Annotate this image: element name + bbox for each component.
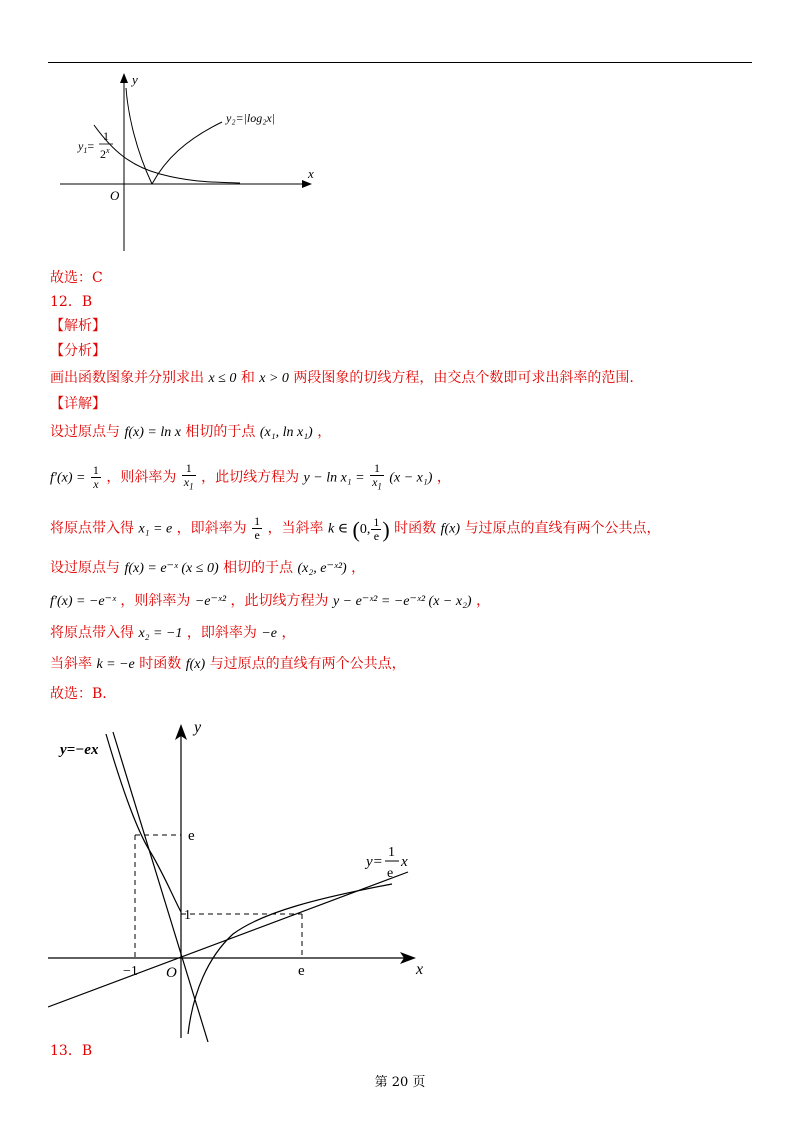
math: f′(x) =: [50, 470, 86, 486]
q12-heading: 12．B: [50, 294, 93, 310]
text: ，即斜率为: [176, 520, 247, 537]
fig1-x-label: x: [308, 166, 314, 181]
fig2-line2-suffix: x: [401, 854, 408, 870]
fig1-curve-y1: [94, 125, 240, 183]
fig2-y-label: y: [194, 719, 202, 736]
q12-fenxi-text: [50, 367, 634, 390]
math: (x₂, e⁻ˣ²): [297, 561, 347, 576]
fig1-curve1-label: $y_1=$: [78, 139, 95, 155]
text: ，此切线方程为: [201, 469, 300, 486]
q12-fenxi: 【分析】: [50, 343, 106, 359]
q12-answer: 故选：B.: [50, 686, 107, 702]
math: k ∈: [328, 521, 349, 537]
fig2-x-label: x: [416, 961, 424, 978]
text: ，即斜率为: [186, 625, 257, 641]
text: ，: [436, 469, 451, 486]
text: 和: [240, 370, 255, 386]
text: 时函数: [394, 520, 437, 537]
fig2-curve-ln: [188, 884, 392, 1034]
math: (x₁, ln x₁): [259, 425, 313, 440]
q12-line-5: [50, 590, 490, 613]
fig2-line2-num: 1: [388, 845, 395, 860]
fig1-x-arrow: [302, 180, 312, 188]
math: f′(x) = −e⁻ˣ: [50, 594, 116, 609]
text: 画出函数图象并分别求出: [50, 370, 204, 386]
text: ，此切线方程为: [230, 593, 329, 609]
text: ，: [476, 593, 491, 609]
fig2-tick-e-x: e: [298, 963, 305, 979]
math: f(x): [440, 521, 461, 537]
math: f(x): [185, 657, 206, 672]
text: 将原点带入得: [50, 520, 134, 537]
text: 当斜率: [50, 656, 92, 672]
math: (x − x₁): [389, 470, 433, 486]
text: 设过原点与: [50, 560, 120, 576]
fraction-1-over-x: $\frac{1}{x}$: [92, 463, 99, 492]
fig2-line2-prefix: y=: [366, 854, 383, 870]
text: 两段图象的切线方程，由交点个数即可求出斜率的范围.: [293, 370, 634, 386]
text: 时函数: [139, 656, 182, 672]
math: f(x) = e⁻ˣ (x ≤ 0): [124, 561, 219, 576]
text: 与过原点的直线有两个公共点，: [209, 656, 406, 672]
q13-heading: 13．B: [50, 1043, 93, 1059]
fig1-y-label: y: [132, 72, 138, 87]
text: 设过原点与: [50, 424, 120, 440]
text: ，: [317, 424, 332, 440]
math: x₂ = −1: [138, 626, 183, 641]
interval: (0, $\frac{1}{e}$ ): [352, 514, 390, 543]
math: −e: [261, 626, 278, 641]
header-rule: [48, 62, 752, 63]
fraction-1-over-x1: $\frac{1}{x_1}$: [183, 461, 194, 492]
q11-answer: 故选：C: [50, 270, 103, 286]
q12-line-7: [50, 653, 406, 676]
text: 将原点带入得: [50, 625, 134, 641]
fig2-tick-e-y: e: [188, 828, 195, 844]
fraction-1-over-e: $\frac{1}{e}$: [254, 514, 261, 542]
q12-line-6: [50, 622, 295, 645]
fig1-curve-y2-left: [126, 88, 152, 184]
math: f(x) = ln x: [124, 425, 181, 440]
fraction-1-over-x1-b: $\frac{1}{x_1}$: [372, 461, 382, 492]
q12-line-1: [50, 421, 331, 444]
text: ，: [281, 625, 296, 641]
math: x₁ = e: [138, 521, 173, 537]
text: 相切的于点: [185, 424, 256, 440]
math: y − e⁻ˣ² = −e⁻ˣ² (x − x₂): [332, 594, 472, 609]
fig2-origin-label: O: [166, 965, 177, 981]
fig2-line-neg-ex: [113, 732, 208, 1042]
fig2-curve-exp: [106, 734, 181, 912]
fig1-y-arrow: [120, 73, 128, 83]
fig2-tick-1-y: 1: [184, 908, 191, 923]
math: −e⁻ˣ²: [194, 594, 227, 609]
text: ，则斜率为: [106, 469, 177, 486]
math: y − ln x₁ =: [303, 470, 365, 486]
figure-1-graph: [60, 70, 330, 255]
fig1-curve1-den: 2$^x$: [100, 146, 110, 161]
math: k = −e: [96, 657, 135, 672]
q12-xiangjie: 【详解】: [50, 396, 106, 412]
page-footer: 第 20 页: [374, 1075, 426, 1090]
text: ，当斜率: [267, 520, 324, 537]
fig1-origin-label: O: [110, 188, 120, 203]
math-cond-1: x ≤ 0: [208, 371, 237, 386]
q12-line-3: [50, 515, 661, 543]
fig2-line1-label: y=−ex: [60, 742, 99, 758]
q12-jiexi: 【解析】: [50, 318, 106, 334]
text: ，: [351, 560, 366, 576]
fig2-line2-den: e: [387, 866, 394, 881]
interval-fraction: $\frac{1}{e}$: [373, 514, 380, 543]
math-cond-2: x > 0: [259, 371, 289, 386]
fig2-tick-neg1-x: −1: [123, 964, 138, 979]
q12-line-4: [50, 557, 365, 580]
fig1-curve1-num: 1: [103, 129, 109, 143]
q12-line-2: [50, 462, 451, 493]
fig1-curve2-label: y₂=|log₂x|: [226, 111, 276, 125]
figure-2-graph: [48, 712, 448, 1042]
text: 与过原点的直线有两个公共点，: [464, 520, 661, 537]
text: ，则斜率为: [120, 593, 191, 609]
interval-text: 0,: [359, 521, 371, 537]
text: 相切的于点: [223, 560, 294, 576]
